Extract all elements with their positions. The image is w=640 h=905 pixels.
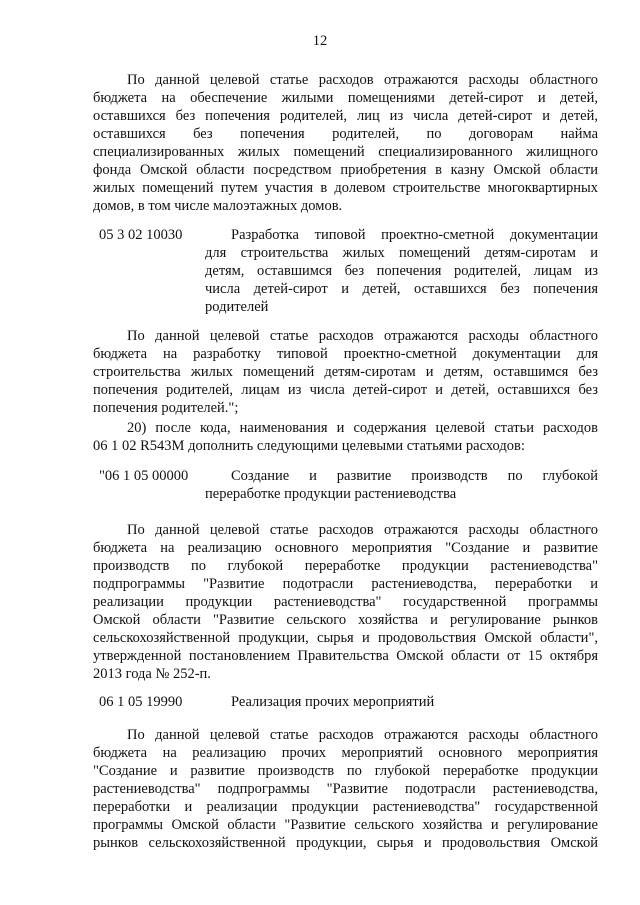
text-line: программы Омской области "Развитие сельского хозяйства и регулирование <box>93 817 598 833</box>
text-line: рынков сельскохозяйственной продукции, сырья и продовольствия Омской <box>93 835 598 851</box>
text-line: бюджета на реализацию прочих мероприятий основного мероприятия <box>93 745 598 761</box>
text-line: 06 1 02 R543M дополнить следующими целевыми статьями расходов: <box>93 438 525 454</box>
text-line: бюджета на реализацию основного мероприятия "Создание и развитие <box>93 540 598 556</box>
text-line: для строительства жилых помещений детям-сиротам и <box>205 245 598 261</box>
text-line: 2013 года № 252-п. <box>93 666 211 682</box>
text-line: переработке продукции растениеводства <box>205 486 457 502</box>
text-line: оставшихся без попечения родителей, лиц из числа детей-сирот и детей, <box>93 108 598 124</box>
text-line: подпрограммы "Развитие подотрасли растениеводства, переработки и <box>93 576 598 592</box>
text-line: По данной целевой статье расходов отражаются расходы областного <box>127 72 598 88</box>
text-line: растениеводства" подпрограммы "Развитие подотрасли растениеводства, <box>93 781 598 797</box>
text-line: числа детей-сирот и детей, оставшихся без попечения <box>205 281 598 297</box>
article-code: 06 1 05 19990 <box>99 694 183 710</box>
text-line: сельскохозяйственной продукции, сырья и продовольствия Омской области", <box>93 630 598 646</box>
text-line: домов, в том числе малоэтажных домов. <box>93 198 343 214</box>
article-code: 05 3 02 10030 <box>99 227 183 243</box>
text-line: По данной целевой статье расходов отражаются расходы областного <box>127 727 598 743</box>
page-number: 12 <box>312 33 328 49</box>
text-line: попечения родителей, лицам из числа детей-сирот и детей, оставшихся без <box>93 382 598 398</box>
paragraph-other-activities <box>93 726 598 852</box>
text-line: 20) после кода, наименования и содержания целевой статьи расходов <box>127 420 598 436</box>
text-line: фонда Омской области посредством приобретения в казну Омской области <box>93 162 598 178</box>
text-line: Создание и развитие производств по глубокой <box>231 468 598 484</box>
text-line: утвержденной постановлением Правительства Омской области от 15 октября <box>93 648 598 664</box>
text-line: бюджета на обеспечение жилыми помещениями детей-сирот и детей, <box>93 90 598 106</box>
article-code: "06 1 05 00000 <box>99 468 189 484</box>
paragraph-housing-provision <box>93 71 598 215</box>
article-description <box>205 226 598 316</box>
text-line: бюджета на разработку типовой проектно-сметной документации для <box>93 346 598 362</box>
text-line: специализированных жилых помещений специализированного жилищного <box>93 144 598 160</box>
article-description <box>205 693 598 711</box>
text-line: переработки и реализации продукции растениеводства" государственной <box>93 799 598 815</box>
text-line: Разработка типовой проектно-сметной документации <box>231 227 598 243</box>
text-line: По данной целевой статье расходов отражаются расходы областного <box>127 522 598 538</box>
text-line: строительства жилых помещений детям-сиротам и детям, оставшимся без <box>93 364 598 380</box>
text-line: "Создание и развитие производств по глубокой переработке продукции <box>93 763 598 779</box>
text-line: Реализация прочих мероприятий <box>231 694 435 710</box>
text-line: По данной целевой статье расходов отражаются расходы областного <box>127 328 598 344</box>
text-line: оставшихся без попечения родителей, по договорам найма <box>93 126 598 142</box>
paragraph-design-documentation <box>93 327 598 417</box>
text-line: детям, оставшимся без попечения родителей, лицам из <box>205 263 598 279</box>
text-line: попечения родителей."; <box>93 400 239 416</box>
article-description <box>205 467 598 503</box>
text-line: реализации продукции растениеводства" государственной программы <box>93 594 598 610</box>
text-line: производств по глубокой переработке продукции растениеводства" <box>93 558 598 574</box>
paragraph-main-activity <box>93 521 598 683</box>
paragraph-amendment-20 <box>93 419 598 455</box>
text-line: Омской области "Развитие сельского хозяйства и регулирование рынков <box>93 612 598 628</box>
text-line: родителей <box>205 299 269 315</box>
text-line: жилых помещений путем участия в долевом строительстве многоквартирных <box>93 180 598 196</box>
